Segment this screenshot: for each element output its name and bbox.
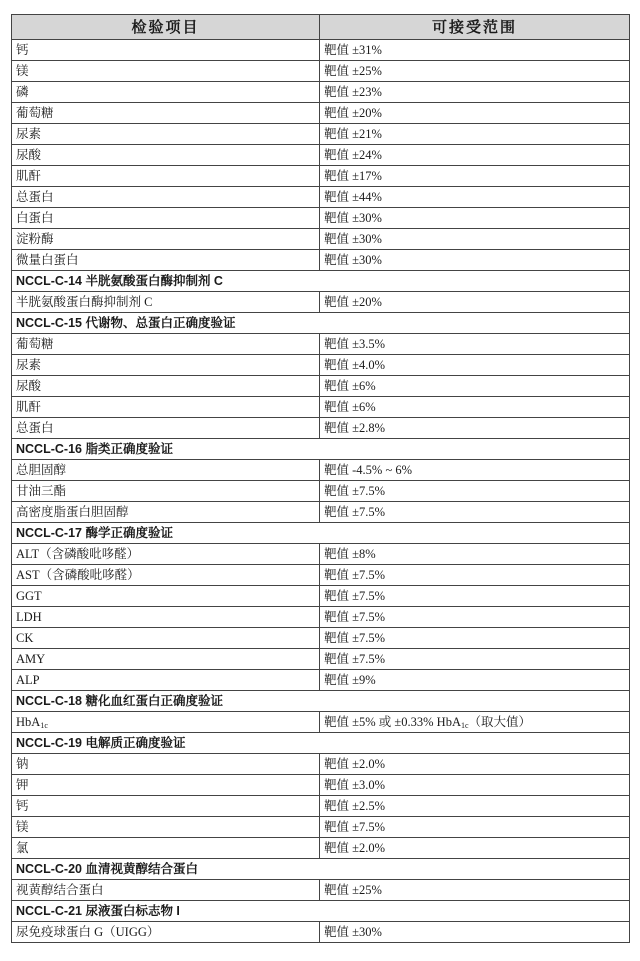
test-item-cell: 半胱氨酸蛋白酶抑制剂 C	[12, 292, 320, 313]
section-row	[12, 313, 630, 334]
section-row	[12, 691, 630, 712]
range-cell: 靶值 ±3.0%	[320, 775, 630, 796]
range-cell: 靶值 ±6%	[320, 397, 630, 418]
table-row	[12, 124, 630, 145]
test-item-cell: 镁	[12, 817, 320, 838]
section-row	[12, 733, 630, 754]
test-item-cell: LDH	[12, 607, 320, 628]
range-cell: 靶值 ±2.0%	[320, 754, 630, 775]
table-row	[12, 292, 630, 313]
range-cell: 靶值 ±2.8%	[320, 418, 630, 439]
range-cell: 靶值 ±3.5%	[320, 334, 630, 355]
test-item-cell: 尿免疫球蛋白 G（UIGG）	[12, 922, 320, 943]
range-cell: 靶值 ±7.5%	[320, 565, 630, 586]
table-row	[12, 712, 630, 733]
header-acceptable-range: 可接受范围	[320, 15, 630, 40]
table-row	[12, 880, 630, 901]
test-item-cell: 视黄醇结合蛋白	[12, 880, 320, 901]
test-item-cell: ALP	[12, 670, 320, 691]
section-title-nccl-c-21: NCCL-C-21 尿液蛋白标志物 I	[12, 901, 630, 922]
range-cell: 靶值 ±30%	[320, 250, 630, 271]
hba1c-subscript: 1c	[40, 721, 48, 730]
table-row	[12, 607, 630, 628]
test-item-cell: 总蛋白	[12, 418, 320, 439]
section-title-nccl-c-17: NCCL-C-17 酶学正确度验证	[12, 523, 630, 544]
range-cell: 靶值 -4.5% ~ 6%	[320, 460, 630, 481]
table-row	[12, 586, 630, 607]
table-row	[12, 250, 630, 271]
table-row	[12, 502, 630, 523]
table-row	[12, 460, 630, 481]
range-cell: 靶值 ±44%	[320, 187, 630, 208]
range-cell: 靶值 ±31%	[320, 40, 630, 61]
table-row	[12, 229, 630, 250]
test-item-cell: 总胆固醇	[12, 460, 320, 481]
range-cell: 靶值 ±21%	[320, 124, 630, 145]
test-item-cell: GGT	[12, 586, 320, 607]
table-row	[12, 544, 630, 565]
table-row	[12, 670, 630, 691]
table-row	[12, 796, 630, 817]
test-item-cell: 镁	[12, 61, 320, 82]
range-cell: 靶值 ±25%	[320, 61, 630, 82]
test-item-cell: 钾	[12, 775, 320, 796]
table-row	[12, 376, 630, 397]
test-item-cell: 尿素	[12, 355, 320, 376]
range-cell: 靶值 ±23%	[320, 82, 630, 103]
range-cell: 靶值 ±7.5%	[320, 586, 630, 607]
section-row	[12, 439, 630, 460]
test-item-cell: 白蛋白	[12, 208, 320, 229]
header-test-item: 检验项目	[12, 15, 320, 40]
section-row	[12, 523, 630, 544]
table-row	[12, 82, 630, 103]
test-item-cell: AST（含磷酸吡哆醛）	[12, 565, 320, 586]
range-cell: 靶值 ±7.5%	[320, 502, 630, 523]
test-item-cell: 钠	[12, 754, 320, 775]
range-cell	[320, 712, 630, 733]
test-item-cell: 尿酸	[12, 145, 320, 166]
table-header-row	[12, 15, 630, 40]
range-cell: 靶值 ±30%	[320, 922, 630, 943]
range-cell: 靶值 ±25%	[320, 880, 630, 901]
test-item-cell: 葡萄糖	[12, 334, 320, 355]
test-item-cell: 氯	[12, 838, 320, 859]
range-cell: 靶值 ±8%	[320, 544, 630, 565]
table-row	[12, 61, 630, 82]
range-cell: 靶值 ±20%	[320, 103, 630, 124]
section-title-nccl-c-20: NCCL-C-20 血清视黄醇结合蛋白	[12, 859, 630, 880]
hba1c-subscript: 1c	[460, 721, 469, 730]
table-row	[12, 481, 630, 502]
section-title-nccl-c-14: NCCL-C-14 半胱氨酸蛋白酶抑制剂 C	[12, 271, 630, 292]
table-row	[12, 565, 630, 586]
table-row	[12, 649, 630, 670]
range-cell: 靶值 ±9%	[320, 670, 630, 691]
table-row	[12, 775, 630, 796]
test-item-cell: 微量白蛋白	[12, 250, 320, 271]
test-item-cell	[12, 712, 320, 733]
range-cell: 靶值 ±30%	[320, 229, 630, 250]
table-row	[12, 334, 630, 355]
range-cell: 靶值 ±7.5%	[320, 628, 630, 649]
test-item-cell: 淀粉酶	[12, 229, 320, 250]
acceptance-range-table	[11, 14, 630, 943]
table-row	[12, 817, 630, 838]
table-row	[12, 838, 630, 859]
table-row	[12, 103, 630, 124]
test-item-cell: 高密度脂蛋白胆固醇	[12, 502, 320, 523]
range-cell: 靶值 ±4.0%	[320, 355, 630, 376]
range-cell: 靶值 ±7.5%	[320, 817, 630, 838]
section-row	[12, 271, 630, 292]
test-item-cell: 尿素	[12, 124, 320, 145]
table-row	[12, 208, 630, 229]
test-item-cell: CK	[12, 628, 320, 649]
table-row	[12, 418, 630, 439]
table-row	[12, 187, 630, 208]
section-row	[12, 901, 630, 922]
range-cell: 靶值 ±2.0%	[320, 838, 630, 859]
range-cell: 靶值 ±7.5%	[320, 607, 630, 628]
section-row	[12, 859, 630, 880]
section-title-nccl-c-18: NCCL-C-18 糖化血红蛋白正确度验证	[12, 691, 630, 712]
test-item-cell: 肌酐	[12, 166, 320, 187]
table-row	[12, 166, 630, 187]
hba1c-label: HbA	[16, 715, 41, 729]
section-title-nccl-c-19: NCCL-C-19 电解质正确度验证	[12, 733, 630, 754]
test-item-cell: 钙	[12, 40, 320, 61]
table-row	[12, 922, 630, 943]
range-cell: 靶值 ±2.5%	[320, 796, 630, 817]
table-row	[12, 628, 630, 649]
table-row	[12, 355, 630, 376]
test-item-cell: ALT（含磷酸吡哆醛）	[12, 544, 320, 565]
section-title-nccl-c-15: NCCL-C-15 代谢物、总蛋白正确度验证	[12, 313, 630, 334]
range-cell: 靶值 ±6%	[320, 376, 630, 397]
range-cell: 靶值 ±30%	[320, 208, 630, 229]
table-row	[12, 397, 630, 418]
range-cell: 靶值 ±20%	[320, 292, 630, 313]
test-item-cell: 甘油三酯	[12, 481, 320, 502]
test-item-cell: AMY	[12, 649, 320, 670]
table-row	[12, 40, 630, 61]
range-cell: 靶值 ±7.5%	[320, 649, 630, 670]
test-item-cell: 总蛋白	[12, 187, 320, 208]
test-item-cell: 葡萄糖	[12, 103, 320, 124]
range-cell: 靶值 ±17%	[320, 166, 630, 187]
test-item-cell: 磷	[12, 82, 320, 103]
test-item-cell: 钙	[12, 796, 320, 817]
table-row	[12, 145, 630, 166]
range-suffix: （取大值）	[468, 715, 532, 729]
test-item-cell: 尿酸	[12, 376, 320, 397]
test-item-cell: 肌酐	[12, 397, 320, 418]
range-cell: 靶值 ±7.5%	[320, 481, 630, 502]
range-cell: 靶值 ±24%	[320, 145, 630, 166]
section-title-nccl-c-16: NCCL-C-16 脂类正确度验证	[12, 439, 630, 460]
range-prefix: 靶值 ±5% 或 ±0.33% HbA	[324, 715, 461, 729]
table-row	[12, 754, 630, 775]
